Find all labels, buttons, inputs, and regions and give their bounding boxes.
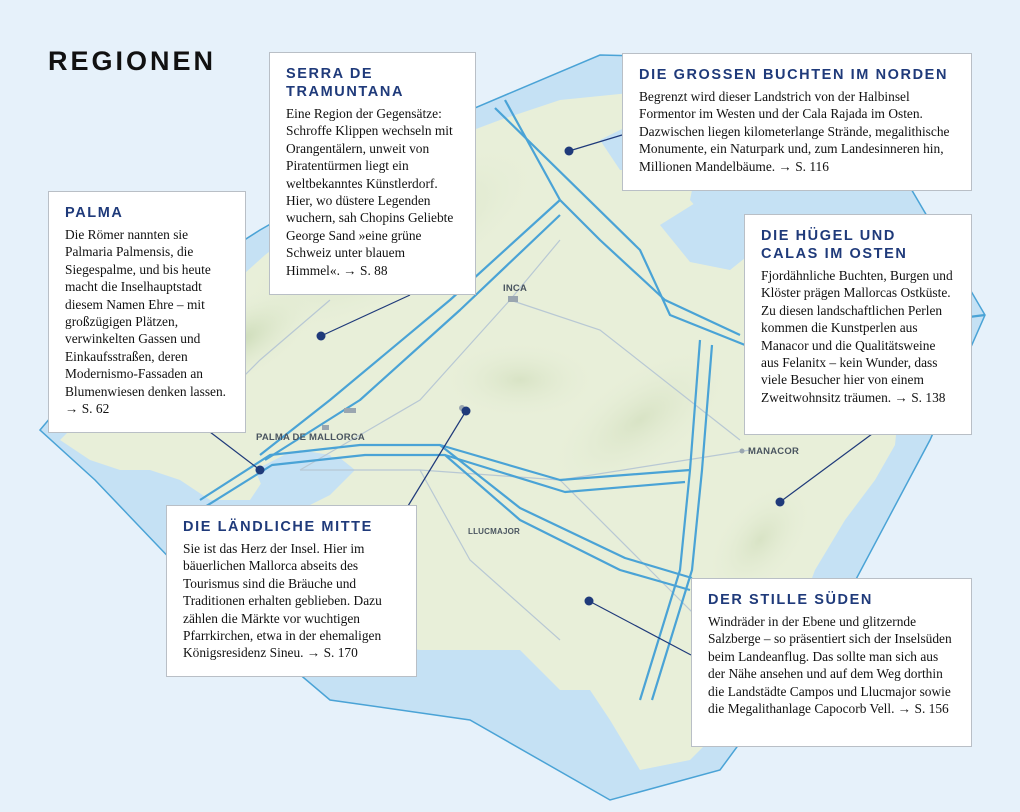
town-label-inca: INCA <box>503 283 528 294</box>
region-box-palma <box>48 191 246 433</box>
region-text: Die Römer nannten sie Palmaria Palmensis, die Siegespalme, und bis heute macht die Inselhauptstadt diesem Namen Ehre – mit großzügigen Plätzen, verwinkelten Gassen und Einkaufsstraßen, deren Modernismo-Fassaden an Blumenwiesen denken lassen. → S. 62 <box>65 227 227 417</box>
region-heading: PALMA <box>65 205 124 221</box>
region-heading: DIE LÄNDLICHE MITTE <box>183 519 373 535</box>
town-label-llucmajor: LLUCMAJOR <box>468 527 521 536</box>
region-heading: SERRA DE TRAMUNTANA <box>286 66 405 100</box>
region-text: Eine Region der Gegensätze: Schroffe Klippen wechseln mit Orangentälern, unweit von Piratentürmen liegt ein weltbekanntes Künstlerdorf. Hier, wo düstere Legenden wuchern, sah Chopins Geliebte George Sand »eine grüne Schweiz unter blauem Himmel«. → S. 88 <box>286 106 454 278</box>
region-text: Sie ist das Herz der Insel. Hier im bäuerlichen Mallorca abseits des Tourismus sind die Bräuche und Traditionen erhalten geblieben. Dazu zählen die Märkte vor wuchtigen Pfarrkirchen, etwa in der ehemaligen Königsresidenz Sineu. → S. 170 <box>183 541 382 661</box>
region-text: Begrenzt wird dieser Landstrich von der Halbinsel Formentor im Westen und der Cala Rajada im Osten. Dazwischen liegen kilometerlange Strände, megalithische Monumente, ein Naturpark und, zum Landesinneren hin, Millionen Mandelbäume. → S. 116 <box>639 89 950 174</box>
region-box-mitte <box>166 505 417 677</box>
region-heading: DIE HÜGEL UND CALAS IM OSTEN <box>761 228 908 262</box>
region-box-osten <box>744 214 972 435</box>
region-box-norden <box>622 53 972 191</box>
page-title: REGIONEN <box>48 46 217 76</box>
region-text: Fjordähnliche Buchten, Burgen und Klöster prägen Mallorcas Ostküste. Zu diesen landschaftlichen Perlen kommen die Kunstperlen aus Manacor und die Qualitätsweine aus Felanitx – kein Wunder, dass viele Besucher hier von einem Zweitwohnsitz träumen. → S. 138 <box>761 268 953 405</box>
region-text: Windräder in der Ebene und glitzernde Salzberge – so präsentiert sich der Inselsüden beim Landeanflug. Das sollte man sich aus der Nähe ansehen und auf dem Weg dorthin die Landstädte Campos und Llucmajor sowie die Megalithanlage Capocorb Vell. → S. 156 <box>708 614 952 717</box>
region-box-sueden <box>691 578 972 747</box>
region-heading: DER STILLE SÜDEN <box>708 592 873 608</box>
region-box-serra <box>269 52 476 295</box>
region-heading: DIE GROSSEN BUCHTEN IM NORDEN <box>639 67 949 83</box>
town-label-manacor: MANACOR <box>748 446 800 457</box>
town-label-palma: PALMA DE MALLORCA <box>256 432 365 443</box>
